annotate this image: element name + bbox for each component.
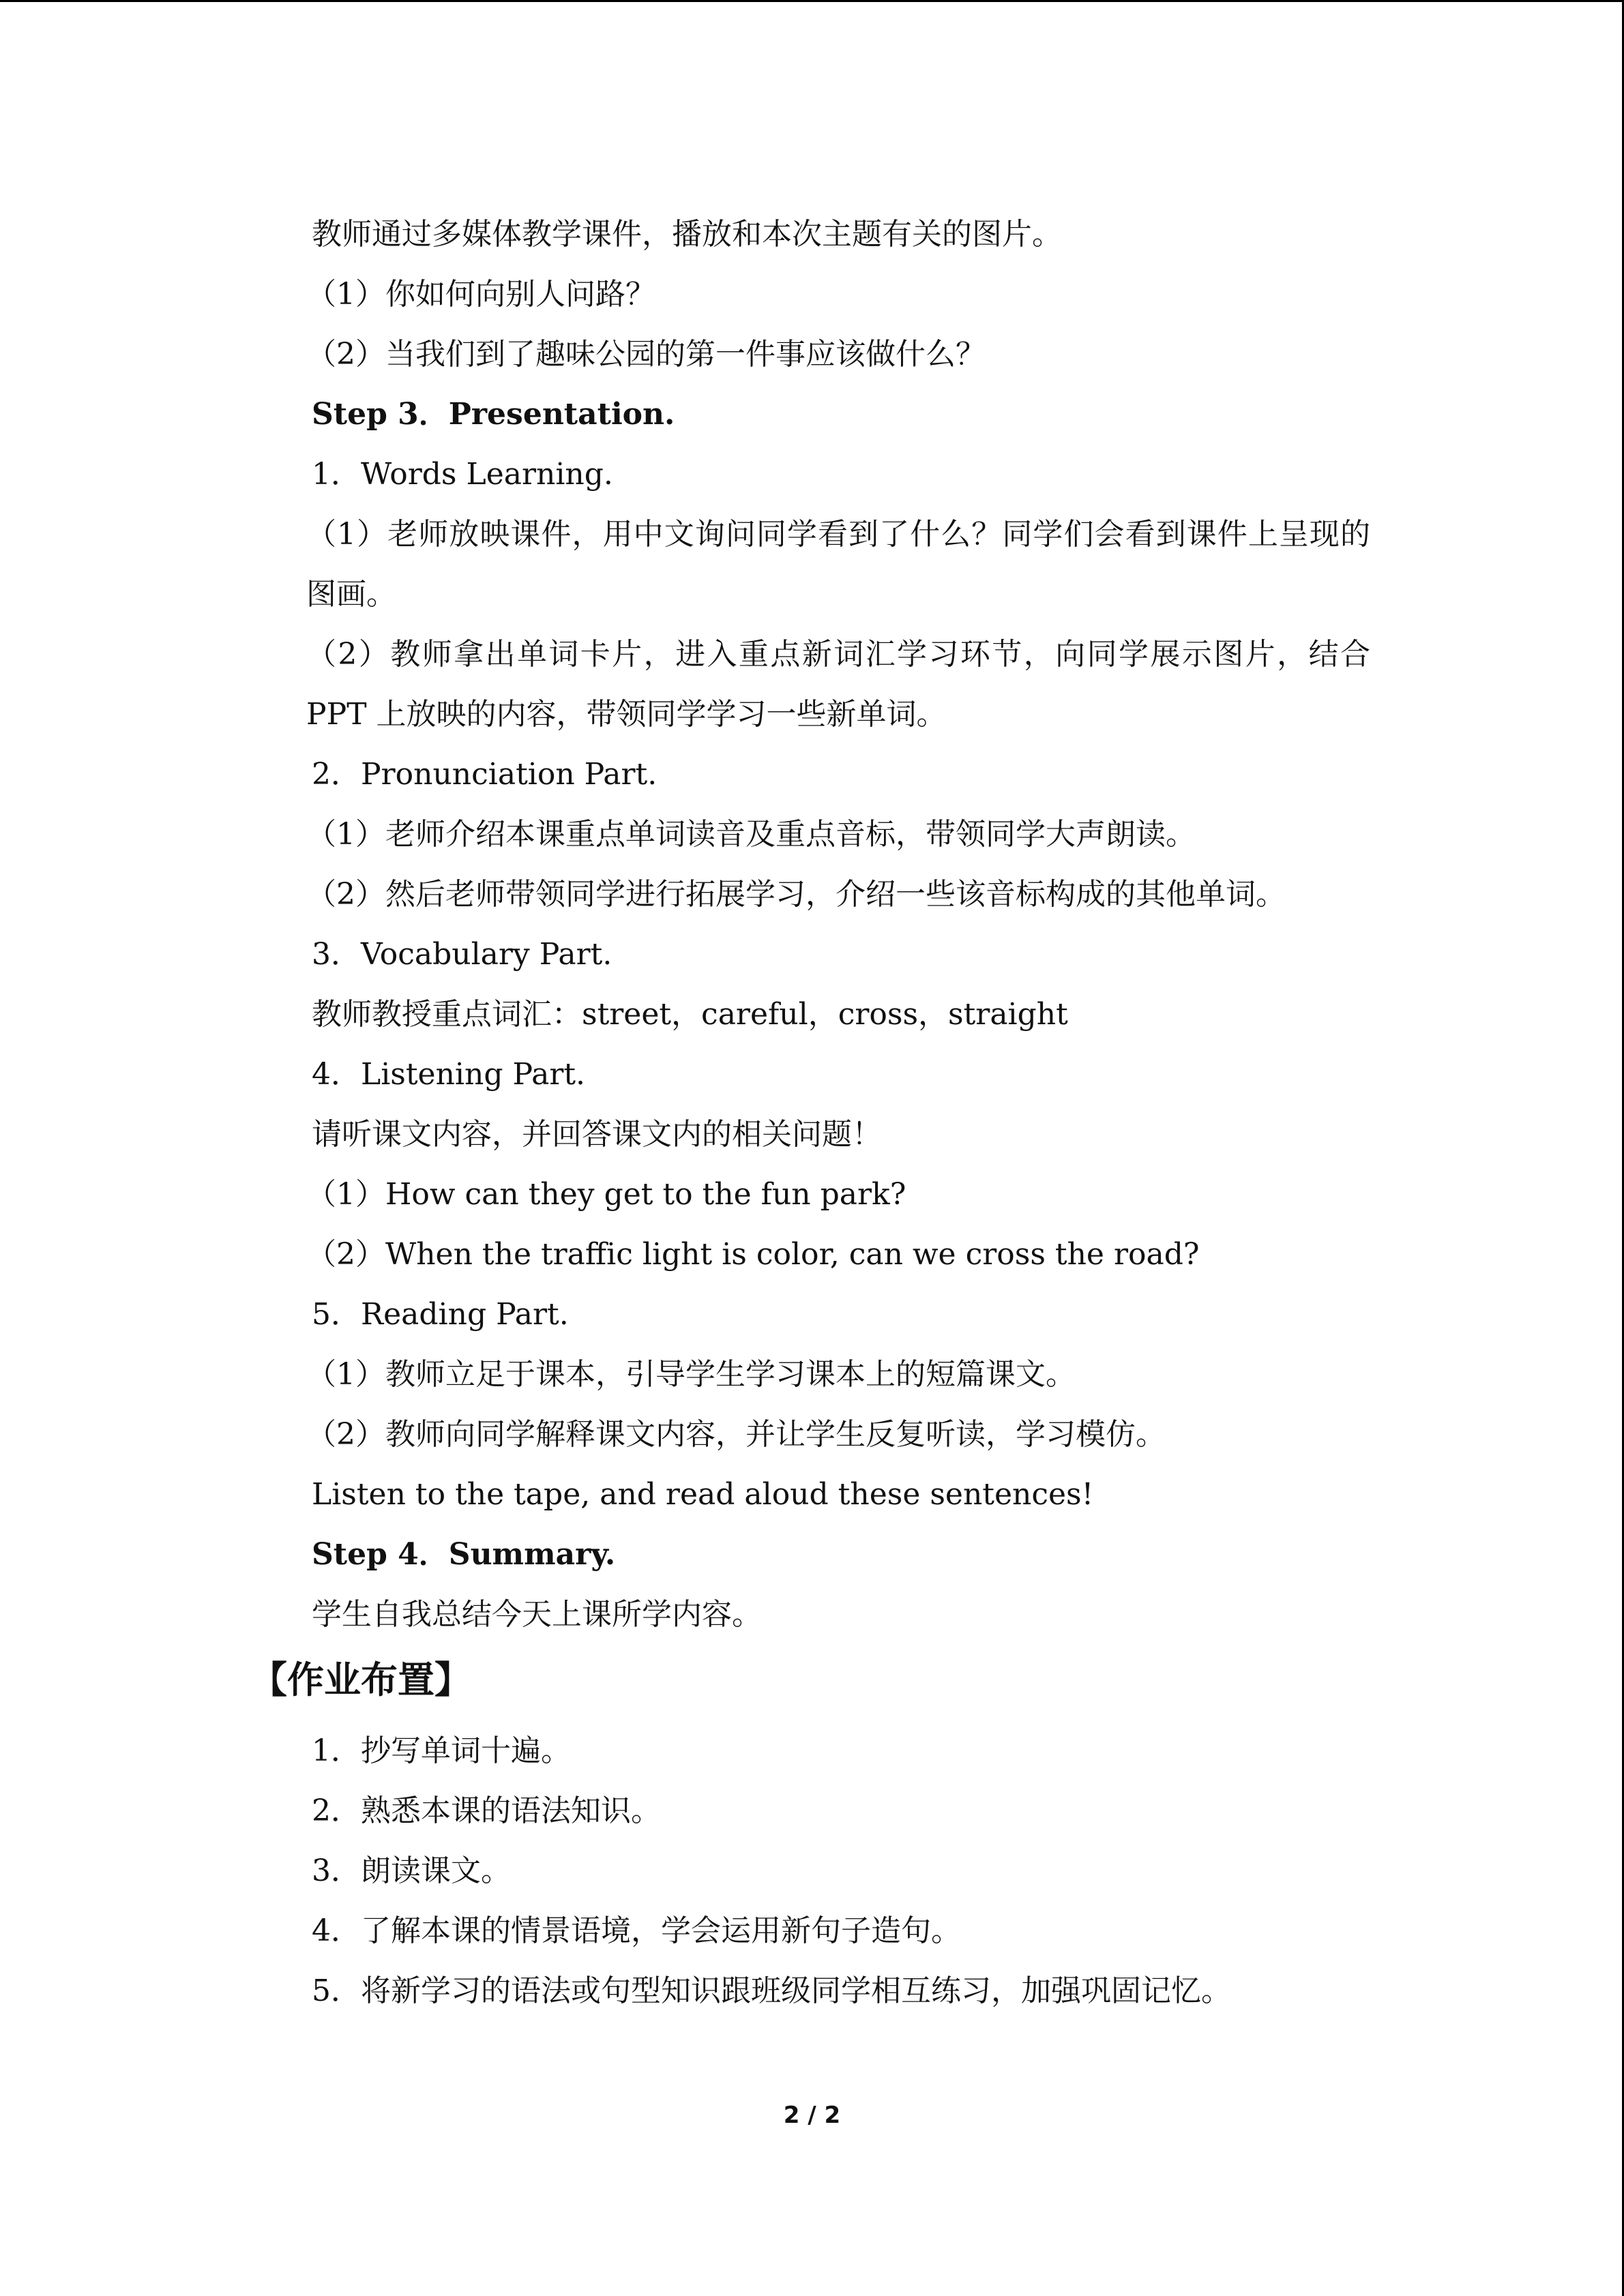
listening-question-1: （1）How can they get to the fun park? [306,1177,906,1212]
homework-item-2: 2．熟悉本课的语法知识。 [312,1793,661,1828]
document-body [250,205,1376,2021]
question-1: （1）你如何向别人问路？ [306,277,655,312]
question-2: （2）当我们到了趣味公园的第一件事应该做什么？ [306,337,986,372]
reading-item-2: （2）教师向同学解释课文内容，并让学生反复听读，学习模仿。 [306,1417,1166,1452]
vocabulary-text: 教师教授重点词汇：street，careful，cross，straight [312,997,1068,1032]
page-number: 2 / 2 [783,2102,841,2129]
words-learning-item-1: （1）老师放映课件，用中文询问同学看到了什么？同学们会看到课件上呈现的图画。 [306,517,1370,612]
words-learning-title: 1．Words Learning. [312,457,613,492]
step4-title: Step 4．Summary. [312,1537,616,1572]
intro-line: 教师通过多媒体教学课件，播放和本次主题有关的图片。 [312,217,1062,252]
homework-item-3: 3．朗读课文。 [312,1853,511,1888]
step3-title: Step 3．Presentation. [312,397,675,432]
homework-item-4: 4．了解本课的情景语境，学会运用新句子造句。 [312,1913,961,1948]
reading-title: 5．Reading Part. [312,1297,569,1332]
vocabulary-title: 3．Vocabulary Part. [312,937,612,972]
pronunciation-item-1: （1）老师介绍本课重点单词读音及重点音标，带领同学大声朗读。 [306,817,1196,852]
summary-text: 学生自我总结今天上课所学内容。 [312,1597,762,1632]
listening-question-2: （2）When the traffic light is color, can we cross the road? [306,1237,1200,1272]
pronunciation-title: 2．Pronunciation Part. [312,757,658,792]
reading-item-1: （1）教师立足于课本，引导学生学习课本上的短篇课文。 [306,1357,1076,1392]
page-top-border [0,0,1624,2]
homework-heading: 【作业布置】 [250,1658,471,1701]
homework-item-1: 1．抄写单词十遍。 [312,1733,571,1768]
homework-item-5: 5．将新学习的语法或句型知识跟班级同学相互练习，加强巩固记忆。 [312,1973,1231,2008]
reading-text: Listen to the tape, and read aloud these sentences! [312,1477,1094,1512]
words-learning-item-2: （2）教师拿出单词卡片，进入重点新词汇学习环节，向同学展示图片，结合 PPT 上放映的内容，带领同学学习一些新单词。 [306,637,1370,732]
listening-text: 请听课文内容，并回答课文内的相关问题！ [312,1117,882,1152]
pronunciation-item-2: （2）然后老师带领同学进行拓展学习，介绍一些该音标构成的其他单词。 [306,877,1286,912]
listening-title: 4．Listening Part. [312,1057,586,1092]
